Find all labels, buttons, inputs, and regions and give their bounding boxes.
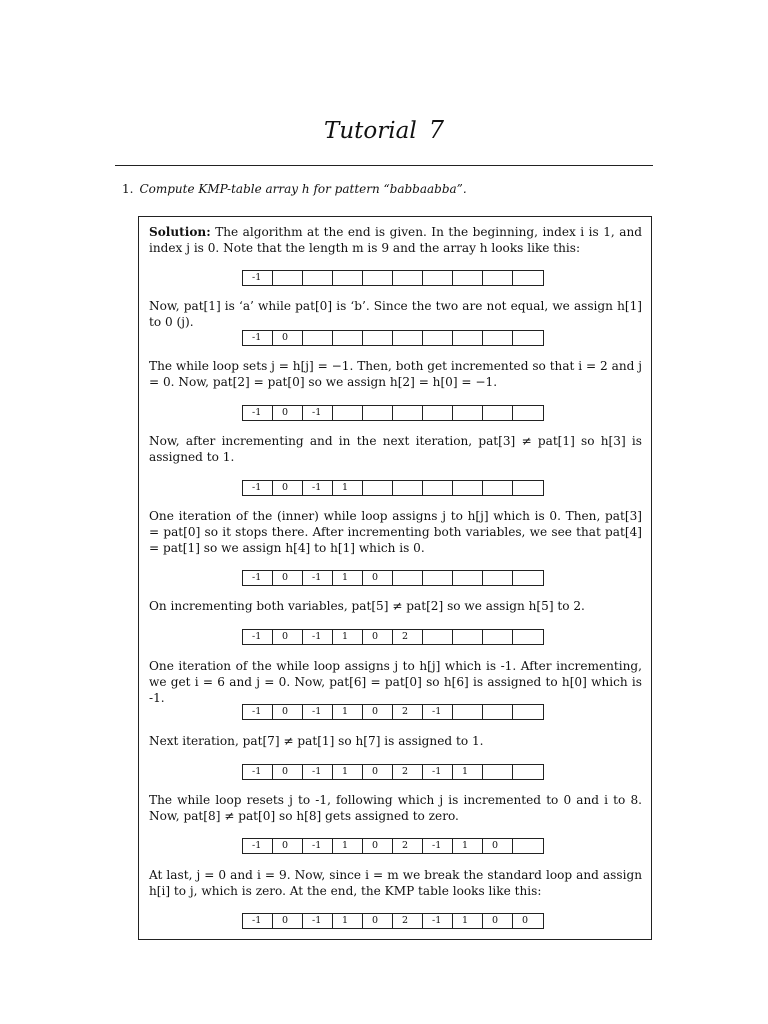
- array-cell: 2: [393, 705, 423, 719]
- array-cell: -1: [303, 481, 333, 495]
- solution-paragraph-8: Next iteration, pat[7] ≠ pat[1] so h[7] is assigned to 1.: [149, 734, 484, 748]
- h-array-2: [242, 330, 544, 346]
- array-cell: 0: [363, 705, 393, 719]
- array-cell: -1: [243, 765, 273, 779]
- array-cell: [483, 705, 513, 719]
- array-cell: -1: [423, 914, 453, 928]
- h-array-6: [242, 629, 544, 645]
- array-cell: 0: [273, 630, 303, 644]
- array-cell: [423, 481, 453, 495]
- array-cell: -1: [423, 765, 453, 779]
- array-cell: -1: [303, 914, 333, 928]
- array-cell: [393, 271, 423, 285]
- title-rule: [115, 165, 653, 166]
- array-cell: 1: [333, 571, 363, 585]
- array-cell: [483, 571, 513, 585]
- array-cell: [273, 271, 303, 285]
- array-cell: [363, 406, 393, 420]
- array-cell: [513, 839, 543, 853]
- array-cell: [453, 705, 483, 719]
- array-cell: [513, 331, 543, 345]
- title-number: 7: [428, 116, 444, 144]
- array-cell: 0: [273, 705, 303, 719]
- array-cell: 0: [363, 765, 393, 779]
- array-cell: 0: [273, 481, 303, 495]
- array-cell: 0: [273, 839, 303, 853]
- array-cell: [423, 271, 453, 285]
- array-cell: 2: [393, 630, 423, 644]
- array-cell: [423, 630, 453, 644]
- array-cell: -1: [243, 914, 273, 928]
- array-cell: [423, 331, 453, 345]
- array-cell: 1: [333, 765, 363, 779]
- array-cell: 0: [273, 914, 303, 928]
- array-cell: [513, 765, 543, 779]
- array-cell: 1: [453, 914, 483, 928]
- array-cell: 2: [393, 839, 423, 853]
- array-cell: [363, 271, 393, 285]
- solution-paragraph-6: On incrementing both variables, pat[5] ≠ pat[2] so we assign h[5] to 2.: [149, 599, 585, 613]
- array-cell: [483, 331, 513, 345]
- array-cell: 0: [273, 765, 303, 779]
- array-cell: -1: [243, 705, 273, 719]
- question-text: Compute KMP-table array h for pattern “babbaabba”.: [139, 182, 467, 196]
- array-cell: [303, 271, 333, 285]
- array-cell: -1: [303, 630, 333, 644]
- array-cell: [453, 571, 483, 585]
- array-cell: [513, 705, 543, 719]
- array-cell: [393, 331, 423, 345]
- array-cell: -1: [423, 705, 453, 719]
- array-cell: [393, 481, 423, 495]
- array-cell: 1: [333, 481, 363, 495]
- array-cell: -1: [243, 406, 273, 420]
- solution-paragraph-9: The while loop resets j to -1, following which j is incremented to 0 and i to 8. Now, pat[8] ≠ pat[0] so h[8] gets assigned to zero.: [149, 793, 642, 823]
- array-cell: [363, 481, 393, 495]
- array-cell: 1: [333, 914, 363, 928]
- array-cell: [453, 630, 483, 644]
- array-cell: 0: [483, 839, 513, 853]
- array-cell: [483, 630, 513, 644]
- title-word: Tutorial: [324, 118, 417, 144]
- array-cell: 0: [273, 571, 303, 585]
- array-cell: [423, 406, 453, 420]
- array-cell: 1: [453, 839, 483, 853]
- solution-paragraph-5: One iteration of the (inner) while loop assigns j to h[j] which is 0. Then, pat[3] = pat[0] so it stops there. After incrementing both variables, we see that pat[4] = pat[1] so we assign h[4] to h[1] which is 0.: [149, 509, 642, 555]
- page-title: [0, 116, 768, 144]
- array-cell: [513, 630, 543, 644]
- array-cell: 0: [522, 915, 529, 926]
- question-number: 1.: [122, 182, 134, 196]
- array-cell: 2: [393, 765, 423, 779]
- question: [122, 182, 467, 196]
- array-cell: 1: [333, 839, 363, 853]
- array-cell: 1: [453, 765, 483, 779]
- h-array-8: [242, 764, 544, 780]
- array-cell: -1: [423, 839, 453, 853]
- h-array-7: [242, 704, 544, 720]
- array-cell: -1: [243, 481, 273, 495]
- array-cell: [453, 271, 483, 285]
- solution-paragraph-1: Solution: The algorithm at the end is given. In the beginning, index i is 1, and index j is 0. Note that the length m is 9 and the array h looks like this:: [149, 225, 642, 255]
- array-cell: [453, 331, 483, 345]
- array-cell: -1: [303, 839, 333, 853]
- array-cell: -1: [303, 571, 333, 585]
- array-cell: 2: [393, 914, 423, 928]
- array-cell: [303, 331, 333, 345]
- h-array-3: [242, 405, 544, 421]
- array-cell: 1: [333, 630, 363, 644]
- solution-paragraph-3: The while loop sets j = h[j] = −1. Then, both get incremented so that i = 2 and j = 0. Now, pat[2] = pat[0] so we assign h[2] = h[0] = −1.: [149, 359, 642, 389]
- array-cell: -1: [243, 839, 273, 853]
- h-array-4: [242, 480, 544, 496]
- array-cell: [513, 481, 543, 495]
- h-array-5: [242, 570, 544, 586]
- array-cell: [453, 481, 483, 495]
- array-cell: [333, 406, 363, 420]
- array-cell: 1: [333, 705, 363, 719]
- array-cell: [363, 331, 393, 345]
- array-cell: 0: [363, 839, 393, 853]
- array-cell: -1: [303, 705, 333, 719]
- array-cell: 0: [273, 331, 303, 345]
- h-array-1: [242, 270, 544, 286]
- array-cell: [513, 406, 543, 420]
- array-cell: -1: [243, 571, 273, 585]
- array-cell: 0: [363, 914, 393, 928]
- solution-paragraph-7: One iteration of the while loop assigns j to h[j] which is -1. After incrementing, we get i = 6 and j = 0. Now, pat[6] = pat[0] so h[6] is assigned to h[0] which is -1.: [149, 659, 642, 705]
- h-array-9: [242, 838, 544, 854]
- array-cell: [453, 406, 483, 420]
- array-cell: [513, 571, 543, 585]
- array-cell: [483, 406, 513, 420]
- array-cell: -1: [243, 271, 273, 285]
- solution-paragraph-4: Now, after incrementing and in the next iteration, pat[3] ≠ pat[1] so h[3] is assigned to 1.: [149, 434, 642, 464]
- array-cell: -1: [303, 765, 333, 779]
- array-cell: -1: [243, 630, 273, 644]
- array-cell: [393, 571, 423, 585]
- array-cell: [483, 271, 513, 285]
- array-cell: [483, 481, 513, 495]
- array-cell: 0: [363, 571, 393, 585]
- h-array-final: [242, 913, 544, 929]
- array-cell: -1: [303, 406, 333, 420]
- solution-paragraph-10: At last, j = 0 and i = 9. Now, since i = m we break the standard loop and assign h[i] to j, which is zero. At the end, the KMP table looks like this:: [149, 868, 642, 898]
- array-cell: [513, 271, 543, 285]
- array-cell: 0: [363, 630, 393, 644]
- array-cell: [423, 571, 453, 585]
- array-cell: [333, 331, 363, 345]
- array-cell: [393, 406, 423, 420]
- array-cell: -1: [243, 331, 273, 345]
- solution-label: Solution:: [149, 225, 211, 239]
- array-cell: 0: [483, 914, 513, 928]
- array-cell: [483, 765, 513, 779]
- solution-paragraph-2: Now, pat[1] is ‘a’ while pat[0] is ‘b’. Since the two are not equal, we assign h[1] to 0 (j).: [149, 299, 642, 329]
- array-cell: [333, 271, 363, 285]
- array-cell: 0: [273, 406, 303, 420]
